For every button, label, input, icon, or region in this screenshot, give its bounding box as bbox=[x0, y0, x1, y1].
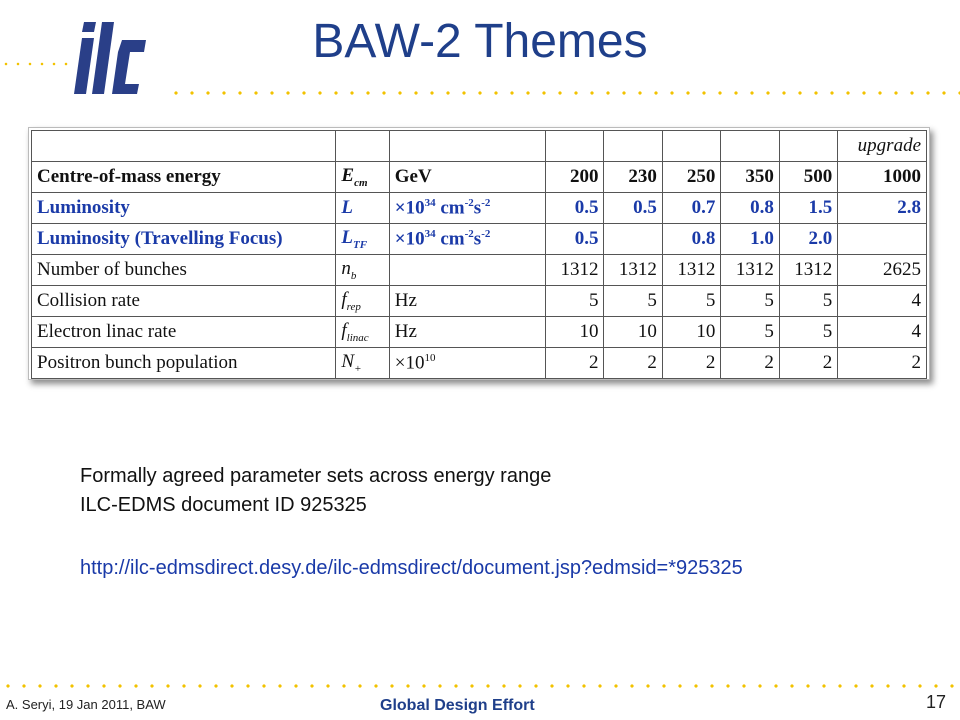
footer-organization: Global Design Effort bbox=[380, 697, 535, 714]
table-cell-value: 4 bbox=[838, 317, 927, 348]
title-underline-dots bbox=[168, 91, 960, 95]
table-row bbox=[32, 348, 927, 379]
table-cell-value: 5 bbox=[721, 317, 779, 348]
table-cell-name: Collision rate bbox=[32, 286, 336, 317]
description-line-1: Formally agreed parameter sets across energy range bbox=[80, 465, 552, 487]
table-cell-symbol: $E_{cm}$ bbox=[336, 162, 389, 193]
footer-dots bbox=[0, 684, 960, 688]
table-cell-value: 2 bbox=[662, 348, 720, 379]
table-cell-value: 5 bbox=[779, 317, 837, 348]
table-cell-value: 5 bbox=[546, 286, 604, 317]
table-cell-value: 1312 bbox=[546, 255, 604, 286]
table-cell-value: 0.5 bbox=[546, 224, 604, 255]
table-cell-name: Centre-of-mass energy bbox=[32, 162, 336, 193]
table-row bbox=[32, 193, 927, 224]
table-cell-value: 10 bbox=[546, 317, 604, 348]
table-cell-value: 5 bbox=[779, 286, 837, 317]
upgrade-label: upgrade bbox=[838, 131, 927, 162]
table-cell-value: 5 bbox=[604, 286, 662, 317]
table-cell-value: 10 bbox=[604, 317, 662, 348]
table-cell-unit bbox=[389, 255, 545, 286]
table-cell-value: 2 bbox=[546, 348, 604, 379]
table-cell-value: 0.5 bbox=[546, 193, 604, 224]
edms-link[interactable]: http://ilc-edmsdirect.desy.de/ilc-edmsdirect/document.jsp?edmsid=*925325 bbox=[80, 557, 743, 579]
table-cell-value bbox=[838, 224, 927, 255]
table-cell-value: 1312 bbox=[604, 255, 662, 286]
table-cell-unit: Hz bbox=[389, 286, 545, 317]
table-cell-value: 2.0 bbox=[779, 224, 837, 255]
table-row bbox=[32, 286, 927, 317]
table-cell-value: 0.7 bbox=[662, 193, 720, 224]
table-cell-value: 230 bbox=[604, 162, 662, 193]
page-title: BAW-2 Themes bbox=[312, 15, 648, 68]
description-text bbox=[80, 462, 551, 520]
table-cell-value: 500 bbox=[779, 162, 837, 193]
table-cell-symbol: $L_{TF}$ bbox=[336, 224, 389, 255]
table-cell-unit: GeV bbox=[389, 162, 545, 193]
table-cell-value: 250 bbox=[662, 162, 720, 193]
table-cell-value: 0.8 bbox=[662, 224, 720, 255]
parameter-table bbox=[31, 130, 927, 379]
table-cell-value: 200 bbox=[546, 162, 604, 193]
table-cell-unit: Hz bbox=[389, 317, 545, 348]
table-cell-value: 350 bbox=[721, 162, 779, 193]
footer-author: A. Seryi, 19 Jan 2011, BAW bbox=[6, 697, 166, 712]
table-cell-symbol: L bbox=[336, 193, 389, 224]
table-cell-unit: $\times 10^{34}$ $cm^{-2}s^{-2}$ bbox=[389, 224, 545, 255]
table-header-row bbox=[32, 162, 927, 193]
table-cell-symbol: $n_b$ bbox=[336, 255, 389, 286]
table-cell-value: 0.5 bbox=[604, 193, 662, 224]
table-cell-value bbox=[604, 224, 662, 255]
table-cell-value: 1.0 bbox=[721, 224, 779, 255]
table-cell-name: Luminosity (Travelling Focus) bbox=[32, 224, 336, 255]
table-cell-value: 2.8 bbox=[838, 193, 927, 224]
table-cell-symbol: $N_+$ bbox=[336, 348, 389, 379]
table-cell-value: 0.8 bbox=[721, 193, 779, 224]
table-cell-name: Luminosity bbox=[32, 193, 336, 224]
table-row bbox=[32, 224, 927, 255]
table-cell-value: 5 bbox=[662, 286, 720, 317]
table-cell-value: 1.5 bbox=[779, 193, 837, 224]
table-cell-value: 2 bbox=[721, 348, 779, 379]
table-cell-value: 2 bbox=[838, 348, 927, 379]
table-cell-value: 2625 bbox=[838, 255, 927, 286]
page-number: 17 bbox=[925, 692, 946, 712]
table-cell-value: 1000 bbox=[838, 162, 927, 193]
table-cell-value: 2 bbox=[604, 348, 662, 379]
table-cell-symbol: $f_{rep}$ bbox=[336, 286, 389, 317]
table-cell-symbol: $f_{linac}$ bbox=[336, 317, 389, 348]
table-row bbox=[32, 317, 927, 348]
table-cell-name: Electron linac rate bbox=[32, 317, 336, 348]
table-cell-value: 2 bbox=[779, 348, 837, 379]
table-cell-value: 1312 bbox=[721, 255, 779, 286]
description-line-2: ILC-EDMS document ID 925325 bbox=[80, 494, 367, 516]
table-cell-name: Positron bunch population bbox=[32, 348, 336, 379]
parameter-table-image bbox=[28, 127, 930, 380]
table-cell-value: 5 bbox=[721, 286, 779, 317]
table-cell-value: 4 bbox=[838, 286, 927, 317]
table-cell-value: 1312 bbox=[779, 255, 837, 286]
table-cell-unit: $\times 10^{34}$ $cm^{-2}s^{-2}$ bbox=[389, 193, 545, 224]
table-cell-unit: $\times 10^{10}$ bbox=[389, 348, 545, 379]
table-row-upgrade bbox=[32, 131, 927, 162]
table-cell-value: 10 bbox=[662, 317, 720, 348]
table-cell-name: Number of bunches bbox=[32, 255, 336, 286]
table-cell-value: 1312 bbox=[662, 255, 720, 286]
table-row bbox=[32, 255, 927, 286]
